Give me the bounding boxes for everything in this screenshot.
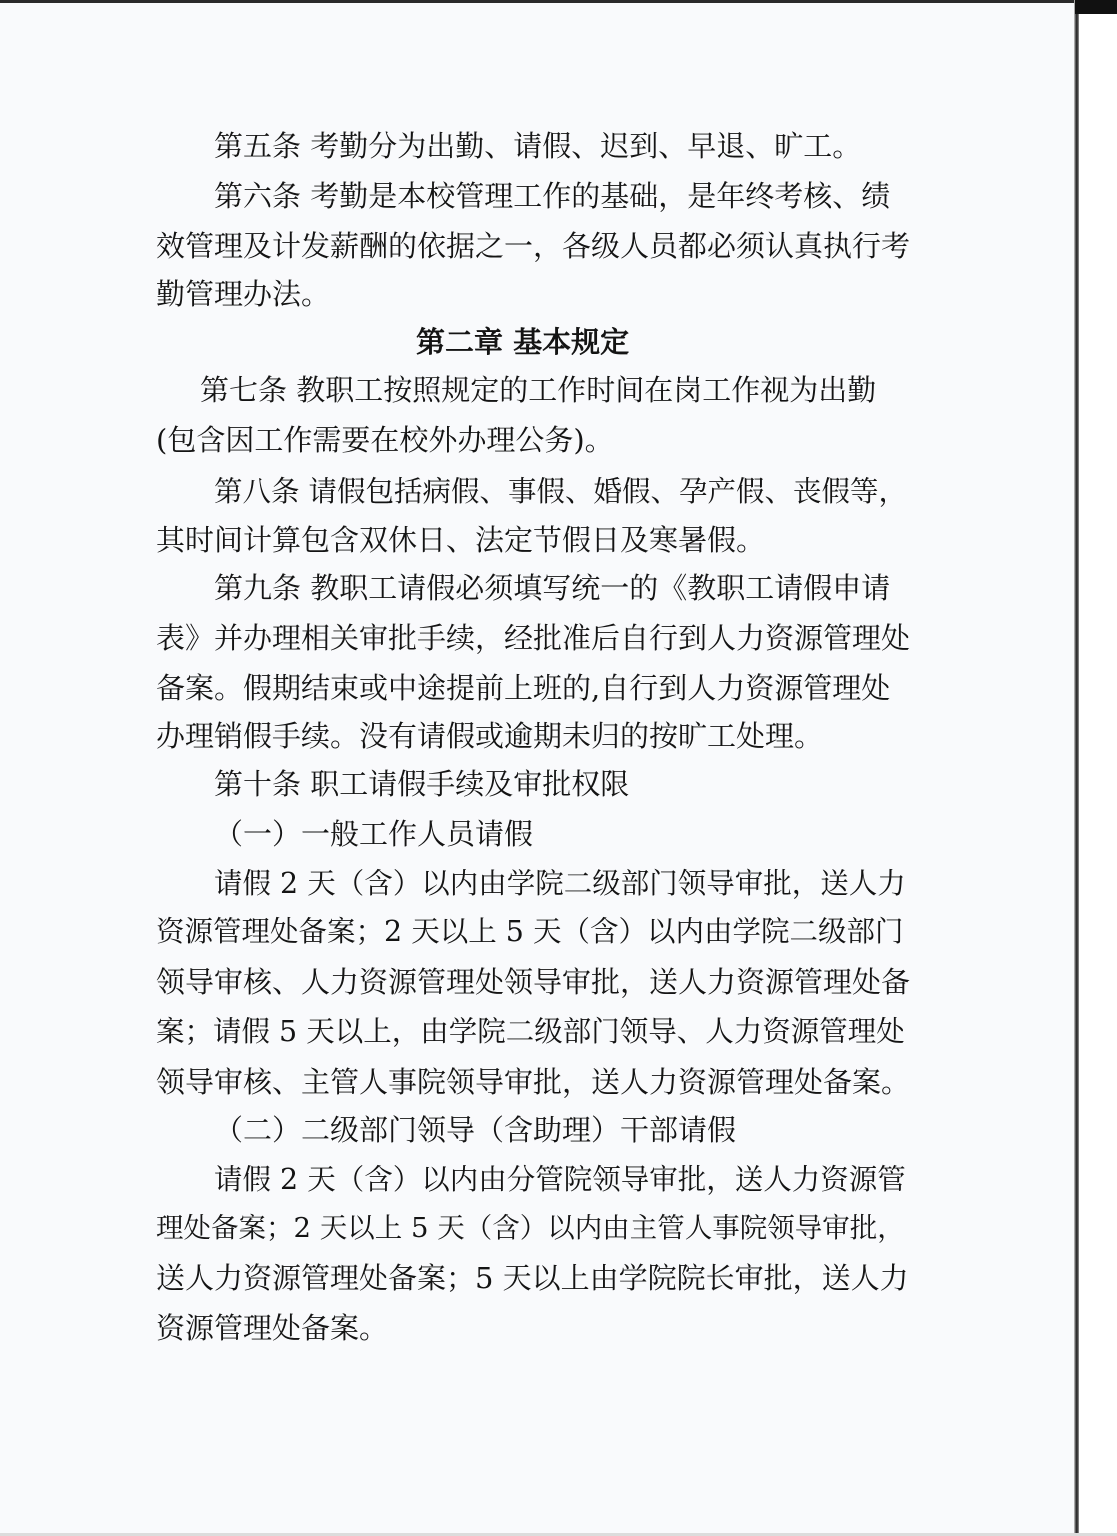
article-7-line-2: (包含因工作需要在校外办理公务)。: [156, 423, 614, 457]
article-9-line-3: 备案。假期结束或中途提前上班的,自行到人力资源管理处: [156, 671, 891, 705]
subsection-2-heading: （二）二级部门领导（含助理）干部请假: [214, 1113, 737, 1147]
subsection-1-line-4: 案；请假 5 天以上，由学院二级部门领导、人力资源管理处: [156, 1015, 905, 1048]
article-6-line-1: 第六条 考勤是本校管理工作的基础，是年终考核、绩: [214, 179, 891, 213]
subsection-1-line-1: 请假 2 天（含）以内由学院二级部门领导审批，送人力: [214, 867, 906, 900]
subsection-2-line-4: 资源管理处备案。: [156, 1311, 389, 1345]
chapter-heading: 第二章 基本规定: [416, 325, 630, 359]
subsection-1-line-2: 资源管理处备案；2 天以上 5 天（含）以内由学院二级部门: [156, 915, 904, 948]
scan-top-edge: [0, 0, 1117, 3]
article-7-line-1: 第七条 教职工按照规定的工作时间在岗工作视为出勤: [200, 373, 877, 407]
subsection-1-heading: （一）一般工作人员请假: [214, 817, 534, 851]
article-8-line-2: 其时间计算包含双休日、法定节假日及寒暑假。: [156, 523, 766, 557]
scan-right-margin: [1075, 0, 1117, 1536]
article-9-line-2: 表》并办理相关审批手续，经批准后自行到人力资源管理处: [156, 621, 911, 655]
article-5-line-1: 第五条 考勤分为出勤、请假、迟到、早退、旷工。: [214, 129, 862, 163]
subsection-2-line-1: 请假 2 天（含）以内由分管院领导审批，送人力资源管: [214, 1163, 906, 1196]
article-6-line-3: 勤管理办法。: [156, 277, 331, 311]
article-9-line-4: 办理销假手续。没有请假或逾期未归的按旷工处理。: [156, 719, 824, 753]
article-9-line-1: 第九条 教职工请假必须填写统一的《教职工请假申请: [214, 571, 891, 605]
subsection-1-line-5: 领导审核、主管人事院领导审批，送人力资源管理处备案。: [156, 1065, 911, 1099]
subsection-2-line-3: 送人力资源管理处备案；5 天以上由学院院长审批，送人力: [156, 1261, 909, 1295]
subsection-1-line-3: 领导审核、人力资源管理处领导审批，送人力资源管理处备: [156, 965, 911, 999]
subsection-2-line-2: 理处备案；2 天以上 5 天（含）以内由主管人事院领导审批，: [156, 1212, 905, 1244]
scan-corner-mark: [1075, 0, 1117, 14]
article-6-line-2: 效管理及计发薪酬的依据之一，各级人员都必须认真执行考: [156, 229, 911, 263]
scan-right-edge: [1074, 0, 1079, 1536]
article-8-line-1: 第八条 请假包括病假、事假、婚假、孕产假、丧假等，: [214, 475, 908, 508]
article-10-line-1: 第十条 职工请假手续及审批权限: [214, 767, 630, 801]
